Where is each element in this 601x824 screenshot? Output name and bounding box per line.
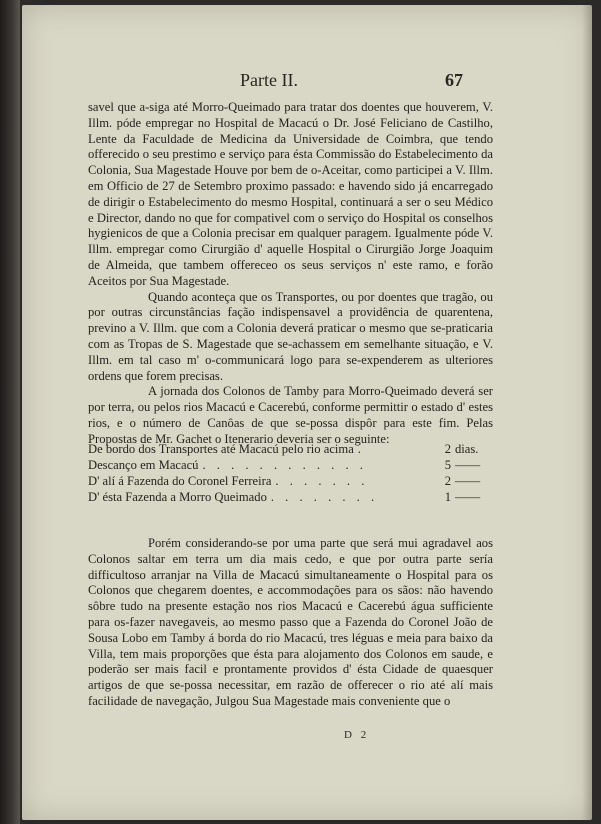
paragraph: savel que a-siga até Morro-Queimado para tratar dos doentes que houverem, V. Illm. póde empregar no Hospital de Macacú o Dr. José Feliciano de Castilho, Lente da Faculdade de Medicina da Universidade de Coimbra, que tendo offerecido o seu prestimo e serviço para ésta Commissão do Estabelecimento da Colonia, Sua Magestade Houve por bem de o-Aceitar, como participei a V. Illm. em Officio de 27 de Setembro proximo passado: e havendo sido já encarregado de dirigir o Estabelecimento do mesmo Hospital, continuará a ser o seu Médico e Director, dando no que for compativel com o serviço do Hospital os conselhos hygienicos de que a Colonia precisar em qualquer paragem. Igualmente póde V. Illm. empregar como Cirurgião d' aquelle Hospital o Cirurgião Jorge Joaquim de Almeida, que tambem offereceo os seus serviços n' este ramo, e forão Aceitos por Sua Magestade. — [88, 100, 493, 288]
itinerary-unit: —— — [455, 474, 481, 488]
itinerary-table — [88, 441, 493, 505]
itinerary-stage: De bordo dos Transportes até Macacú pelo rio acima — [88, 442, 354, 456]
itinerary-row — [88, 473, 493, 489]
itinerary-stage: D' alí á Fazenda do Coronel Ferreira — [88, 474, 272, 488]
paragraph: A jornada dos Colonos de Tamby para Morro-Queimado deverá ser por terra, ou pelos rios Macacú e Cacerebú, conforme permittir o estado d' estes rios, e o número de Canôas de que se-possa dispôr para este fim. Pelas Propostas de Mr. Gachet o Itenerario deveria ser o seguinte: — [88, 384, 493, 446]
itinerary-days: 1 — [444, 490, 451, 504]
leader-dots: . — [357, 442, 365, 456]
paragraph: Quando aconteça que os Transportes, ou por doentes que tragão, ou por outras circunstâncias fação indispensavel a providência de quarentena, previno a V. Illm. que com a Colonia deverá praticar o mesmo que se-praticaria com as Tropas de S. Magestade que se-achassem em semelhante situação, e V. Illm. em tal caso m' o-communicará logo para se-expenderem as ulteriores ordens que forem precisas. — [88, 289, 493, 383]
itinerary-days: 2 — [444, 474, 451, 488]
itinerary-unit: —— — [455, 458, 481, 472]
paragraph: Porém considerando-se por uma parte que será mui agradavel aos Colonos saltar em terra um dia mais cedo, e que por outra parte sería difficultoso arranjar na Villa de Macacú simultaneamente o Hospital para os Colonos que chegarem doentes, e accommodações para os sãos: não havendo sôbre tudo na presente estação nos rios Macacú e Cacerebú água sufficiente para os-fazer navegaveis, ao mesmo passo que a Fazenda do Coronel João de Sousa Lobo em Tamby á borda do rio Macacú, tres léguas e meia para baixo da Villa, tem mais proporções que ésta para alojamento dos Colonos em saude, e poderão ser mais facil e prontamente providos d' ésta Cidade de quaesquer artigos de que se-possa necessitar, em razão de offerecer o rio até alí mais facilidade de navegação, Julgou Sua Magestade mais conveniente que o — [88, 536, 493, 708]
itinerary-unit: dias. — [455, 442, 479, 456]
itinerary-unit: —— — [455, 490, 481, 504]
itinerary-row — [88, 457, 493, 473]
itinerary-row — [88, 489, 493, 505]
itinerary-days: 5 — [444, 458, 451, 472]
book-spine — [0, 0, 20, 824]
itinerary-days: 2 — [444, 442, 451, 456]
body-text-continued — [88, 536, 493, 710]
itinerary-stage: D' ésta Fazenda a Morro Queimado — [88, 490, 267, 504]
running-header — [22, 70, 592, 94]
signature-mark: D 2 — [344, 729, 370, 741]
body-text — [88, 100, 493, 448]
leader-dots: . . . . . . . . — [270, 490, 379, 504]
itinerary-row — [88, 441, 493, 457]
leader-dots: . . . . . . . . . . . . — [202, 458, 367, 472]
leader-dots: . . . . . . . — [275, 474, 369, 488]
section-title: Parte II. — [240, 70, 298, 90]
itinerary-stage: Descanço em Macacú — [88, 458, 199, 472]
book-page — [22, 5, 592, 820]
page-number: 67 — [445, 70, 463, 90]
